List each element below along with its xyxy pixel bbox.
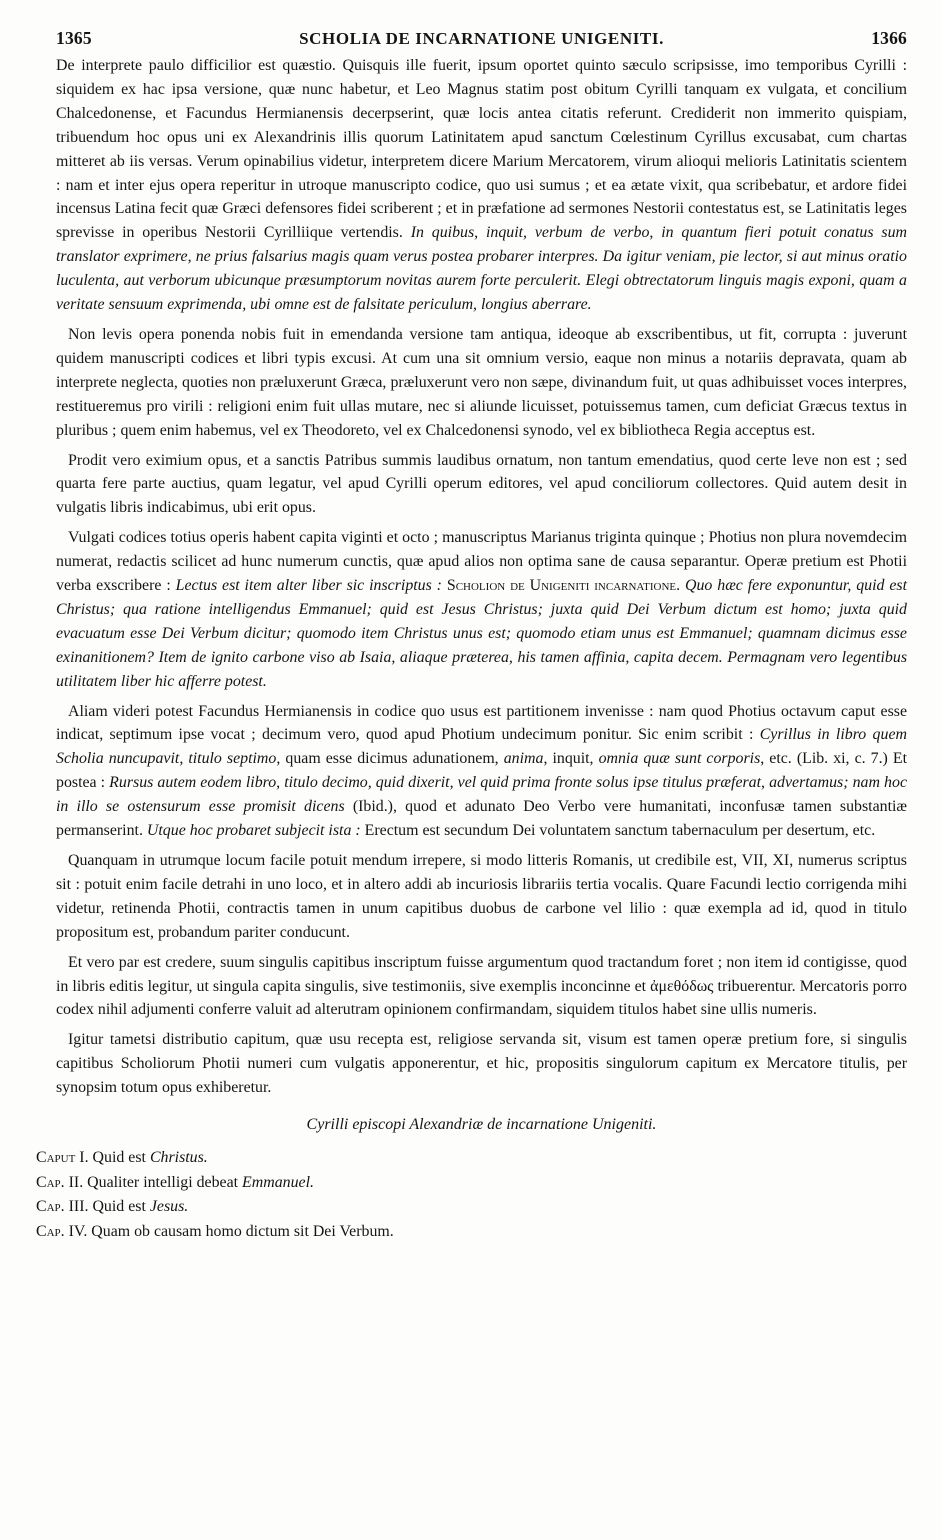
paragraph-7: Et vero par est credere, suum singulis capitibus inscriptum fuisse argumentum quod tractandum foret ; non item id contigisse, quod in libris editis legitur, ut singula capita singulis, sive testimoniis, sive exemplis inconcinne et ἀμεθόδως tribuerentur. Mercatoris porro codex nihil adjumenti conferre valuit ad alterutram opinionem confirmandam, siquidem titulos habet sine ullis numeris. bbox=[56, 953, 907, 1019]
body-text bbox=[56, 54, 907, 1100]
chapter-item: Cap. II. Qualiter intelligi debeat Emmanuel. bbox=[36, 1173, 314, 1191]
chapter-item: Caput I. Quid est Christus. bbox=[36, 1149, 208, 1167]
running-title: SCHOLIA DE INCARNATIONE UNIGENITI. bbox=[299, 29, 664, 48]
paragraph-8: Igitur tametsi distributio capitum, quæ usu recepta est, religiose servanda sit, visum est tamen operæ pretium fore, si singulis capitibus Scholiorum Photii numeri cum vulgatis apponerentur, et hic, propositis singulorum capitum ex Mercatore titulis, per synopsim totum opus exhiberetur. bbox=[56, 1031, 907, 1097]
paragraph-2: Non levis opera ponenda nobis fuit in emendanda versione tam antiqua, ideoque ab exscribentibus, ut fit, corrupta : juverunt quidem manuscripti codices et libri typis excusi. At cum una sit omnium versio, eaque non minus a notariis depravata, quam ab interprete neglecta, quoties non præluxerunt Græca, præluxerunt vero non sæpe, divinandum fuit, ut quas adhibuisset voces interpres, restitueremus pro virili : religioni enim fuit ullas mutare, nec si aliunde licuisset, potuissemus tamen, cum deficiat Græcus textus in pluribus ; quem enim habemus, vel ex Theodoreto, vel ex Chalcedonensi synodo, vel ex bibliotheca Regia acceptus est. bbox=[56, 325, 907, 439]
paragraph-6: Quanquam in utrumque locum facile potuit mendum irrepere, si modo litteris Romanis, ut credibile est, VII, XI, numerus scriptus sit : potuit enim facile detrahi in uno loco, et in altero addi ab incuriosis librariis tertia vocalis. Quare Facundi lectio corrigenda mihi videtur, retinenda Photii, contractis tamen in unum capitibus duobus de carbone vel lilio : quæ exempla ad id, quod in titulo propositum est, probandum pariter conducunt. bbox=[56, 852, 907, 941]
chapter-list bbox=[36, 1146, 907, 1244]
section-heading: Cyrilli episcopi Alexandriæ de incarnatione Unigeniti. bbox=[306, 1116, 657, 1134]
paragraph-5: Aliam videri potest Facundus Hermianensis in codice quo usus est partitionem invenisse : nam quod Photius octavum caput esse indicat, septimum ipse vocat ; decimum vero, quod apud Photium undecimum ponitur. Sic enim scribit : Cyrillus in libro quem Scholia nuncupavit, titulo septimo, quam esse dicimus adunationem, anima, inquit, omnia quæ sunt corporis, etc. (Lib. xi, c. 7.) Et postea : Rursus autem eodem libro, titulo decimo, quid dixerit, vel quid prima fronte solus ipse titulus præferat, advertamus; nam hoc in illo se ostensurum esse promisit dicens (Ibid.), quod et adunato Deo Verbo vere humanitati, inconfusæ tamen substantiæ permanserint. Utque hoc probaret subjecit ista : Erectum est secundum Dei voluntatem sanctum tabernaculum per desertum, etc. bbox=[56, 702, 908, 840]
chapter-item: Cap. IV. Quam ob causam homo dictum sit Dei Verbum. bbox=[36, 1222, 394, 1240]
chapter-item: Cap. III. Quid est Jesus. bbox=[36, 1198, 189, 1216]
paragraph-4: Vulgati codices totius operis habent capita viginti et octo ; manuscriptus Marianus triginta quinque ; Photius non plura novemdecim numerat, redactis scilicet ad hunc numerum cunctis, quæ apud alios non optima sane de causa separantur. Operæ pretium est Photii verba exscribere : Lectus est item alter liber sic inscriptus : Scholion de Unigeniti incarnatione. Quo hæc fere exponuntur, quid est Christus; qua ratione intelligendus Emmanuel; quid est Jesus Christus; juxta quid Dei Verbum dictum est homo; juxta quid evacuatum esse Dei Verbum dicitur; quomodo item Christus unus est; quomodo etiam unus est Emmanuel; quamnam dicimus esse exinanitionem? Item de ignito carbone viso ab Isaia, aliaque præterea, his tamen affinia, capita decem. Permagnam vero legentibus utilitatem liber hic afferre potest. bbox=[56, 529, 907, 690]
running-header bbox=[56, 28, 907, 54]
right-page-number: 1366 bbox=[871, 28, 907, 48]
paragraph-3: Prodit vero eximium opus, et a sanctis Patribus summis laudibus ornatum, non tantum emendatius, quod certe leve non est ; sed quarta fere parte auctius, quam legatur, vel apud Cyrilli operum editores, vel apud conciliorum collectores. Quid autem desit in vulgatis libris indicabimus, ubi erit opus. bbox=[56, 451, 907, 517]
paragraph-1: De interprete paulo difficilior est quæstio. Quisquis ille fuerit, ipsum oportet quinto sæculo scripsisse, imo temporibus Cyrilli : siquidem ex hac ipsa versione, quæ nunc habetur, et Leo Magnus statim post obitum Cyrilli tanquam ex vulgata, et concilium Chalcedonense, et Facundus Hermianensis decerpserint, quæ locis antea citatis referunt. Crediderit non immerito quispiam, tribuendum hoc opus uni ex Alexandrinis illis quorum Latinitatem apud sanctum Cœlestinum Cyrillus excusabat, cum chartas mitteret ab iis versas. Verum opinabilius videtur, interpretem dicere Marium Mercatorem, virum alioqui melioris Latinitatis scientem : nam et inter ejus opera reperitur in utroque manuscripto codice, quo usi sumus ; et ea ætate vixit, qua scribebatur, et ardore fidei incensus Latina fecit quæ Græci defensores fidei scriberent ; et in præfatione ad sermones Nestorii contestatus est, se Latinitatis leges sprevisse in operibus Nestorii Cyrilliique vertendis. In quibus, inquit, verbum de verbo, in quantum fieri potuit conatus sum translator exprimere, ne prius falsarius magis quam verus postea probarer interpres. Da igitur veniam, pie lector, si aut minus oratio luculenta, aut verborum ubicunque præsumptorum novitas aurem forte perculerit. Elegi obtrectatorum linguis magis exponi, quam a veritate sensuum exprimenda, ubi omne est de falsitate periculum, longius aberrare. bbox=[56, 57, 908, 314]
left-page-number: 1365 bbox=[56, 28, 92, 48]
